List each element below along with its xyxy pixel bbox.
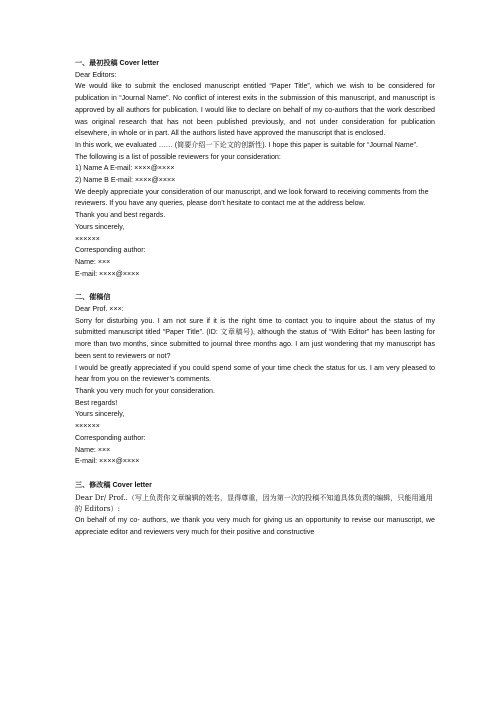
salutation: Dear Prof. ×××: xyxy=(75,305,124,314)
reviewer-line: 2) Name B E-mail: ××××@×××× xyxy=(75,176,176,185)
author-name: Name: ××× xyxy=(75,445,111,454)
author-email: E-mail: ××××@×××× xyxy=(75,457,140,466)
closing-line: Yours sincerely, xyxy=(75,222,125,231)
reviewers-intro: The following is a list of possible reviewers for your consideration: xyxy=(75,152,281,161)
signature: ×××××× xyxy=(75,422,100,431)
section-heading-revision: 三、修改稿 Cover letter xyxy=(75,480,152,489)
salutation: Dear Dr/ Prof..（写上负责你文章编辑的姓名，显得尊重，因为第一次的投稿不知道具体负责的编辑，只能用通用的 Editors）: xyxy=(75,492,433,514)
section-heading-status-inquiry: 二、催稿信 xyxy=(75,293,111,302)
body-paragraph: On behalf of my co- authors, we thank you very much for giving us an opportunity to revise our manuscript, we appreciate editor and reviewers very much for their positive and constructive xyxy=(75,516,435,536)
salutation: Dear Editors: xyxy=(75,70,117,79)
body-paragraph: Sorry for disturbing you. I am not sure if it is the right time to contact you to inquire about the status of my submitted manuscript titled “Paper Title”. (ID: 文章稿号), although the status of “With Editor” has been lasting for more than two months, since submitted to journal three months ago. I am just wondering that my manuscript has been sent to reviewers or not? xyxy=(75,316,435,360)
document-page xyxy=(75,58,435,538)
corresponding-label: Corresponding author: xyxy=(75,246,146,255)
body-paragraph: I would be greatly appreciated if you could spend some of your time check the status for us. I am very pleased to hear from you on the reviewer’s comments. xyxy=(75,363,435,384)
section-gap xyxy=(75,468,435,480)
section-gap xyxy=(75,280,435,292)
author-name: Name: ××× xyxy=(75,257,111,266)
body-paragraph: We deeply appreciate your consideration of our manuscript, and we look forward to receiving comments from the reviewers. If you have any queries, please don’t hesitate to contact me at the address below. xyxy=(75,187,429,208)
body-paragraph: We would like to submit the enclosed manuscript entitled “Paper Title”, which we wish to be considered for publication in “Journal Name”. No conflict of interest exits in the submission of this manuscript, and manuscript is approved by all authors for publication. I would like to declare on behalf of my co-authors that the work described was original research that has not been published previously, and not under consideration for publication elsewhere, in whole or in part. All the authors listed have approved the manuscript that is enclosed. xyxy=(75,82,435,138)
author-email: E-mail: ××××@×××× xyxy=(75,269,140,278)
signature: ×××××× xyxy=(75,234,100,243)
section-heading-initial-submission: 一、最初投稿 Cover letter xyxy=(75,59,159,67)
thanks-line: Thank you and best regards. xyxy=(75,211,166,220)
body-paragraph: In this work, we evaluated …… (简要介绍一下论文的创新性). I hope this paper is suitable for “Journal Name”. xyxy=(75,140,418,149)
closing-line: Yours sincerely, xyxy=(75,410,125,419)
corresponding-label: Corresponding author: xyxy=(75,433,146,442)
reviewer-line: 1) Name A E-mail: ××××@×××× xyxy=(75,164,175,173)
regards-line: Best regards! xyxy=(75,398,118,407)
thanks-line: Thank you very much for your consideration. xyxy=(75,386,215,395)
